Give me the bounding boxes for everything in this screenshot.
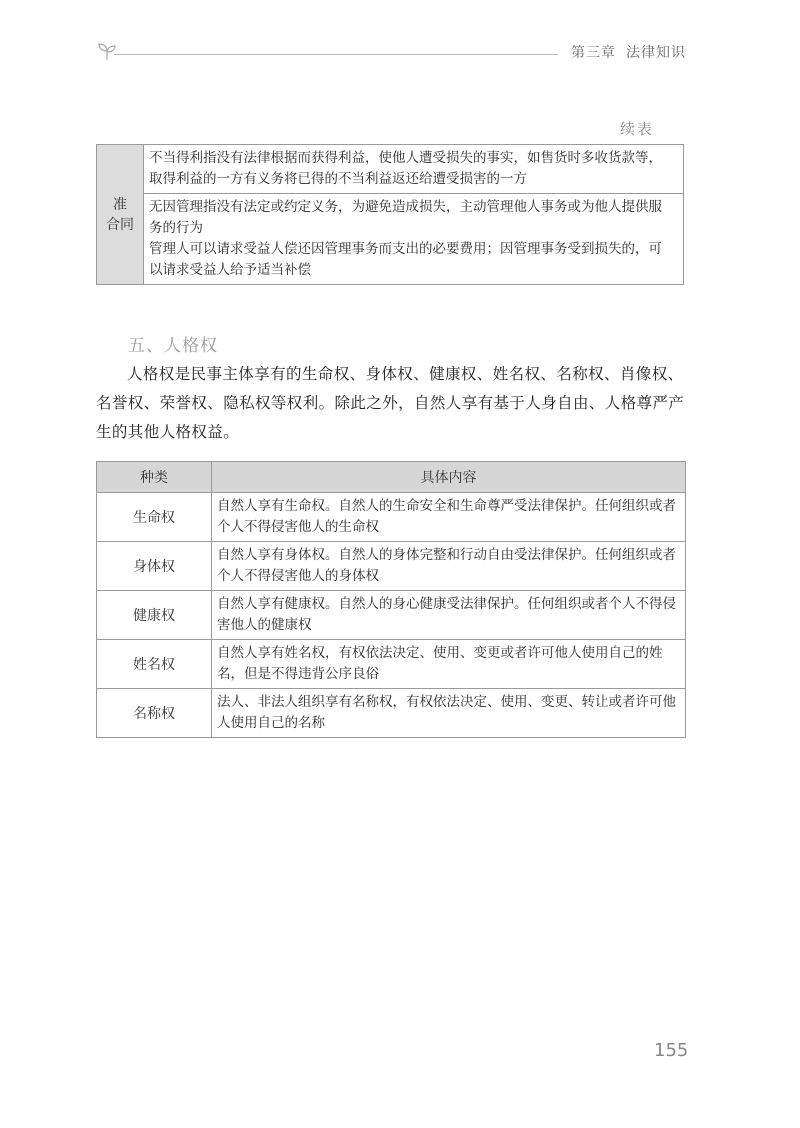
continued-label: 续表 — [620, 120, 655, 138]
right-name: 生命权 — [97, 493, 212, 542]
table-row — [97, 591, 686, 640]
column-header-content: 具体内容 — [212, 462, 686, 493]
header-rule — [114, 54, 558, 55]
right-description: 自然人享有姓名权，有权依法决定、使用、变更或者许可他人使用自己的姓名，但是不得违背公序良俗 — [212, 640, 686, 689]
page-header — [96, 40, 686, 64]
chapter-label: 第三章 — [571, 45, 616, 61]
table-paragraph: 无因管理指没有法定或约定义务，为避免造成损失，主动管理他人事务或为他人提供服务的行为 — [149, 199, 662, 236]
unjust-enrichment-cell — [144, 145, 684, 194]
page-number: 155 — [654, 1040, 689, 1061]
table-paragraph: 不当得利指没有法律根据而获得利益，使他人遭受损失的事实，如售货时多收货款等，取得利益的一方有义务将已得的不当利益返还给遭受损害的一方 — [149, 150, 662, 187]
right-description: 法人、非法人组织享有名称权，有权依法决定、使用、变更、转让或者许可他人使用自己的名称 — [212, 689, 686, 738]
category-line-1: 准 — [113, 196, 127, 213]
right-name: 名称权 — [97, 689, 212, 738]
table-row — [97, 542, 686, 591]
right-description: 自然人享有身体权。自然人的身体完整和行动自由受法律保护。任何组织或者个人不得侵害他人的身体权 — [212, 542, 686, 591]
chapter-title: 法律知识 — [626, 45, 686, 61]
table-row — [97, 493, 686, 542]
table-paragraph: 管理人可以请求受益人偿还因管理事务而支出的必要费用；因管理事务受到损失的，可以请求受益人给予适当补偿 — [149, 241, 662, 278]
right-description: 自然人享有生命权。自然人的生命安全和生命尊严受法律保护。任何组织或者个人不得侵害他人的生命权 — [212, 493, 686, 542]
column-header-type: 种类 — [97, 462, 212, 493]
table-row — [97, 640, 686, 689]
category-cell — [97, 145, 144, 285]
right-name: 身体权 — [97, 542, 212, 591]
running-header — [571, 42, 686, 62]
category-line-2: 合同 — [106, 216, 134, 233]
section-heading: 五、人格权 — [128, 336, 218, 356]
table-header-row — [97, 462, 686, 493]
personality-rights-table — [96, 461, 686, 738]
right-description: 自然人享有健康权。自然人的身心健康受法律保护。任何组织或者个人不得侵害他人的健康权 — [212, 591, 686, 640]
contract-continued-table — [96, 144, 684, 285]
negotiorum-gestio-cell — [144, 194, 684, 285]
table-row — [97, 689, 686, 738]
right-name: 姓名权 — [97, 640, 212, 689]
sprout-icon — [96, 40, 118, 62]
right-name: 健康权 — [97, 591, 212, 640]
body-paragraph: 人格权是民事主体享有的生命权、身体权、健康权、姓名权、名称权、肖像权、名誉权、荣誉权、隐私权等权利。除此之外，自然人享有基于人身自由、人格尊严产生的其他人格权益。 — [96, 365, 685, 441]
